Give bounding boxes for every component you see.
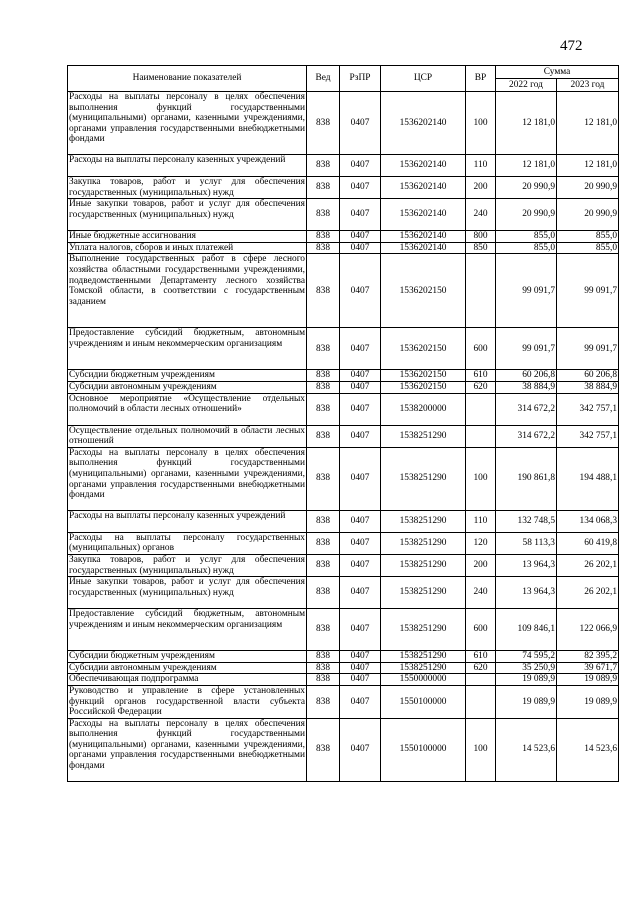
cell-rzpr: 0407 bbox=[340, 718, 381, 781]
cell-name: Иные закупки товаров, работ и услуг для обеспечения государственных (муниципальных) нужд bbox=[68, 577, 307, 609]
cell-rzpr: 0407 bbox=[340, 242, 381, 254]
cell-vr: 850 bbox=[466, 242, 496, 254]
cell-csr: 1536202150 bbox=[381, 370, 466, 382]
cell-csr: 1538251290 bbox=[381, 662, 466, 674]
cell-name: Уплата налогов, сборов и иных платежей bbox=[68, 242, 307, 254]
header-vr: ВР bbox=[466, 66, 496, 92]
cell-y2022: 19 089,9 bbox=[496, 674, 557, 686]
cell-y2022: 132 748,5 bbox=[496, 510, 557, 532]
cell-vr: 240 bbox=[466, 577, 496, 609]
cell-vr: 100 bbox=[466, 718, 496, 781]
cell-csr: 1538251290 bbox=[381, 609, 466, 651]
header-year-2023: 2023 год bbox=[557, 79, 619, 92]
table-row bbox=[68, 199, 619, 231]
cell-csr: 1538251290 bbox=[381, 425, 466, 447]
cell-vr: 100 bbox=[466, 447, 496, 510]
cell-vr: 200 bbox=[466, 177, 496, 199]
cell-y2023: 855,0 bbox=[557, 242, 619, 254]
table-row bbox=[68, 609, 619, 651]
cell-rzpr: 0407 bbox=[340, 447, 381, 510]
cell-y2022: 99 091,7 bbox=[496, 254, 557, 328]
table-row bbox=[68, 425, 619, 447]
cell-vr: 110 bbox=[466, 155, 496, 177]
cell-csr: 1538251290 bbox=[381, 577, 466, 609]
table-row bbox=[68, 155, 619, 177]
cell-csr: 1536202140 bbox=[381, 155, 466, 177]
cell-name: Предоставление субсидий бюджетным, автономным учреждениям и иным некоммерческим организациям bbox=[68, 328, 307, 370]
cell-csr: 1536202140 bbox=[381, 231, 466, 243]
cell-csr: 1550100000 bbox=[381, 718, 466, 781]
cell-rzpr: 0407 bbox=[340, 577, 381, 609]
cell-vr: 200 bbox=[466, 554, 496, 576]
cell-name: Основное мероприятие «Осуществление отдельных полномочий в области лесных отношений» bbox=[68, 393, 307, 425]
cell-y2023: 38 884,9 bbox=[557, 381, 619, 393]
cell-csr: 1538251290 bbox=[381, 447, 466, 510]
cell-ved: 838 bbox=[307, 609, 340, 651]
cell-name: Расходы на выплаты персоналу казенных учреждений bbox=[68, 510, 307, 532]
cell-y2022: 20 990,9 bbox=[496, 177, 557, 199]
cell-name: Расходы на выплаты персоналу в целях обеспечения выполнения функций государственными (муниципальными) органами, казенными учреждениями, органами управления государственными внебюджетными фондами bbox=[68, 718, 307, 781]
cell-y2023: 342 757,1 bbox=[557, 393, 619, 425]
cell-name: Предоставление субсидий бюджетным, автономным учреждениям и иным некоммерческим организациям bbox=[68, 609, 307, 651]
cell-rzpr: 0407 bbox=[340, 532, 381, 554]
table-row bbox=[68, 577, 619, 609]
cell-csr: 1536202150 bbox=[381, 254, 466, 328]
cell-ved: 838 bbox=[307, 393, 340, 425]
cell-csr: 1538251290 bbox=[381, 554, 466, 576]
cell-ved: 838 bbox=[307, 231, 340, 243]
header-csr: ЦСР bbox=[381, 66, 466, 92]
cell-vr: 110 bbox=[466, 510, 496, 532]
cell-rzpr: 0407 bbox=[340, 425, 381, 447]
cell-y2023: 99 091,7 bbox=[557, 328, 619, 370]
cell-vr: 240 bbox=[466, 199, 496, 231]
cell-ved: 838 bbox=[307, 425, 340, 447]
cell-vr: 620 bbox=[466, 381, 496, 393]
cell-y2022: 190 861,8 bbox=[496, 447, 557, 510]
cell-y2022: 58 113,3 bbox=[496, 532, 557, 554]
cell-vr: 100 bbox=[466, 92, 496, 155]
cell-y2023: 12 181,0 bbox=[557, 155, 619, 177]
table-row bbox=[68, 651, 619, 663]
cell-ved: 838 bbox=[307, 199, 340, 231]
cell-csr: 1550000000 bbox=[381, 674, 466, 686]
cell-ved: 838 bbox=[307, 370, 340, 382]
table-row bbox=[68, 393, 619, 425]
cell-ved: 838 bbox=[307, 242, 340, 254]
cell-csr: 1536202140 bbox=[381, 92, 466, 155]
cell-csr: 1538251290 bbox=[381, 651, 466, 663]
cell-y2022: 12 181,0 bbox=[496, 92, 557, 155]
cell-y2022: 99 091,7 bbox=[496, 328, 557, 370]
cell-ved: 838 bbox=[307, 577, 340, 609]
table-row bbox=[68, 177, 619, 199]
cell-rzpr: 0407 bbox=[340, 510, 381, 532]
cell-name: Выполнение государственных работ в сфере лесного хозяйства областными государственными учреждениями, подведомственными Департаменту лесного хозяйства Томской области, в соответствии с государственным заданием bbox=[68, 254, 307, 328]
header-year-2022: 2022 год bbox=[496, 79, 557, 92]
cell-ved: 838 bbox=[307, 155, 340, 177]
header-rzpr: РзПР bbox=[340, 66, 381, 92]
table-row bbox=[68, 662, 619, 674]
budget-table bbox=[67, 65, 619, 782]
table-row bbox=[68, 685, 619, 718]
cell-csr: 1536202140 bbox=[381, 242, 466, 254]
cell-y2022: 60 206,8 bbox=[496, 370, 557, 382]
cell-ved: 838 bbox=[307, 177, 340, 199]
cell-vr bbox=[466, 685, 496, 718]
cell-ved: 838 bbox=[307, 328, 340, 370]
cell-y2023: 342 757,1 bbox=[557, 425, 619, 447]
cell-ved: 838 bbox=[307, 92, 340, 155]
cell-y2022: 855,0 bbox=[496, 231, 557, 243]
cell-y2023: 122 066,9 bbox=[557, 609, 619, 651]
cell-ved: 838 bbox=[307, 685, 340, 718]
cell-vr bbox=[466, 254, 496, 328]
cell-name: Закупка товаров, работ и услуг для обеспечения государственных (муниципальных) нужд bbox=[69, 177, 305, 198]
cell-rzpr: 0407 bbox=[340, 609, 381, 651]
cell-vr bbox=[466, 393, 496, 425]
cell-y2022: 314 672,2 bbox=[496, 393, 557, 425]
cell-y2023: 26 202,1 bbox=[557, 577, 619, 609]
cell-csr: 1538200000 bbox=[381, 393, 466, 425]
cell-rzpr: 0407 bbox=[340, 370, 381, 382]
cell-ved: 838 bbox=[307, 674, 340, 686]
cell-name: Закупка товаров, работ и услуг для обеспечения государственных (муниципальных) нужд bbox=[69, 554, 305, 576]
cell-y2023: 82 395,2 bbox=[557, 651, 619, 663]
cell-y2022: 13 964,3 bbox=[496, 577, 557, 609]
cell-y2023: 39 671,7 bbox=[557, 662, 619, 674]
cell-y2022: 14 523,6 bbox=[496, 718, 557, 781]
table-row bbox=[68, 674, 619, 686]
cell-name: Расходы на выплаты персоналу казенных учреждений bbox=[68, 155, 307, 177]
table-body bbox=[68, 92, 619, 782]
cell-rzpr: 0407 bbox=[340, 254, 381, 328]
cell-ved: 838 bbox=[307, 381, 340, 393]
cell-y2023: 855,0 bbox=[557, 231, 619, 243]
cell-name: Расходы на выплаты персоналу государственных (муниципальных) органов bbox=[69, 532, 305, 554]
cell-name: Расходы на выплаты персоналу в целях обеспечения выполнения функций государственными (муниципальными) органами, казенными учреждениями, органами управления государственными внебюджетными фондами bbox=[68, 92, 307, 155]
cell-name: Субсидии автономным учреждениям bbox=[68, 662, 307, 674]
cell-rzpr: 0407 bbox=[340, 674, 381, 686]
cell-rzpr: 0407 bbox=[340, 651, 381, 663]
cell-name: Субсидии бюджетным учреждениям bbox=[68, 370, 307, 382]
cell-vr: 800 bbox=[466, 231, 496, 243]
cell-y2022: 20 990,9 bbox=[496, 199, 557, 231]
cell-y2022: 109 846,1 bbox=[496, 609, 557, 651]
header-sum: Сумма bbox=[496, 66, 619, 79]
cell-csr: 1536202150 bbox=[381, 328, 466, 370]
cell-y2022: 35 250,9 bbox=[496, 662, 557, 674]
cell-ved: 838 bbox=[307, 651, 340, 663]
cell-y2023: 60 206,8 bbox=[557, 370, 619, 382]
cell-csr: 1536202140 bbox=[381, 199, 466, 231]
cell-y2023: 134 068,3 bbox=[557, 510, 619, 532]
cell-ved: 838 bbox=[307, 718, 340, 781]
header-name: Наименование показателей bbox=[68, 66, 307, 92]
cell-name: Расходы на выплаты персоналу в целях обеспечения выполнения функций государственными (муниципальными) органами, казенными учреждениями, органами управления государственными внебюджетными фондами bbox=[68, 447, 307, 510]
cell-rzpr: 0407 bbox=[340, 554, 381, 576]
cell-vr: 620 bbox=[466, 662, 496, 674]
cell-y2023: 12 181,0 bbox=[557, 92, 619, 155]
cell-y2022: 12 181,0 bbox=[496, 155, 557, 177]
table-row bbox=[68, 254, 619, 328]
cell-ved: 838 bbox=[307, 532, 340, 554]
cell-y2023: 194 488,1 bbox=[557, 447, 619, 510]
cell-y2023: 99 091,7 bbox=[557, 254, 619, 328]
cell-ved: 838 bbox=[307, 554, 340, 576]
cell-rzpr: 0407 bbox=[340, 393, 381, 425]
cell-csr: 1536202150 bbox=[381, 381, 466, 393]
cell-y2023: 19 089,9 bbox=[557, 674, 619, 686]
cell-y2023: 26 202,1 bbox=[557, 554, 619, 576]
cell-csr: 1538251290 bbox=[381, 510, 466, 532]
cell-name: Осуществление отдельных полномочий в области лесных отношений bbox=[69, 425, 305, 447]
cell-y2022: 13 964,3 bbox=[496, 554, 557, 576]
cell-rzpr: 0407 bbox=[340, 328, 381, 370]
cell-rzpr: 0407 bbox=[340, 92, 381, 155]
cell-name: Иные закупки товаров, работ и услуг для обеспечения государственных (муниципальных) нужд bbox=[68, 199, 307, 231]
table-row bbox=[68, 328, 619, 370]
cell-rzpr: 0407 bbox=[340, 662, 381, 674]
cell-ved: 838 bbox=[307, 662, 340, 674]
table-row bbox=[68, 92, 619, 155]
cell-csr: 1550100000 bbox=[381, 685, 466, 718]
cell-vr: 600 bbox=[466, 328, 496, 370]
table-row bbox=[68, 242, 619, 254]
cell-rzpr: 0407 bbox=[340, 177, 381, 199]
cell-y2023: 20 990,9 bbox=[557, 177, 619, 199]
cell-ved: 838 bbox=[307, 447, 340, 510]
table-row bbox=[68, 447, 619, 510]
cell-csr: 1536202140 bbox=[381, 177, 466, 199]
cell-vr bbox=[466, 674, 496, 686]
cell-ved: 838 bbox=[307, 254, 340, 328]
table-row bbox=[68, 381, 619, 393]
cell-y2022: 314 672,2 bbox=[496, 425, 557, 447]
cell-name: Субсидии бюджетным учреждениям bbox=[68, 651, 307, 663]
table-row bbox=[68, 231, 619, 243]
cell-name: Обеспечивающая подпрограмма bbox=[68, 674, 307, 686]
cell-name: Иные бюджетные ассигнования bbox=[68, 231, 307, 243]
table-row bbox=[68, 554, 619, 576]
table-row bbox=[68, 370, 619, 382]
cell-y2022: 74 595,2 bbox=[496, 651, 557, 663]
table-row bbox=[68, 510, 619, 532]
page-number: 472 bbox=[560, 38, 583, 54]
header-ved: Вед bbox=[307, 66, 340, 92]
cell-vr: 610 bbox=[466, 370, 496, 382]
cell-csr: 1538251290 bbox=[381, 532, 466, 554]
cell-name: Субсидии автономным учреждениям bbox=[68, 381, 307, 393]
table-row bbox=[68, 532, 619, 554]
cell-y2023: 19 089,9 bbox=[557, 685, 619, 718]
cell-vr: 600 bbox=[466, 609, 496, 651]
cell-vr: 120 bbox=[466, 532, 496, 554]
cell-y2023: 20 990,9 bbox=[557, 199, 619, 231]
cell-rzpr: 0407 bbox=[340, 381, 381, 393]
cell-y2022: 38 884,9 bbox=[496, 381, 557, 393]
cell-rzpr: 0407 bbox=[340, 155, 381, 177]
cell-rzpr: 0407 bbox=[340, 231, 381, 243]
table-row bbox=[68, 718, 619, 781]
cell-rzpr: 0407 bbox=[340, 199, 381, 231]
cell-y2022: 19 089,9 bbox=[496, 685, 557, 718]
cell-name: Руководство и управление в сфере установленных функций органов государственной власти субъекта Российской Федерации bbox=[69, 685, 305, 718]
table-header bbox=[68, 66, 619, 92]
cell-vr: 610 bbox=[466, 651, 496, 663]
cell-ved: 838 bbox=[307, 510, 340, 532]
cell-vr bbox=[466, 425, 496, 447]
cell-y2023: 60 419,8 bbox=[557, 532, 619, 554]
cell-y2023: 14 523,6 bbox=[557, 718, 619, 781]
cell-rzpr: 0407 bbox=[340, 685, 381, 718]
cell-y2022: 855,0 bbox=[496, 242, 557, 254]
